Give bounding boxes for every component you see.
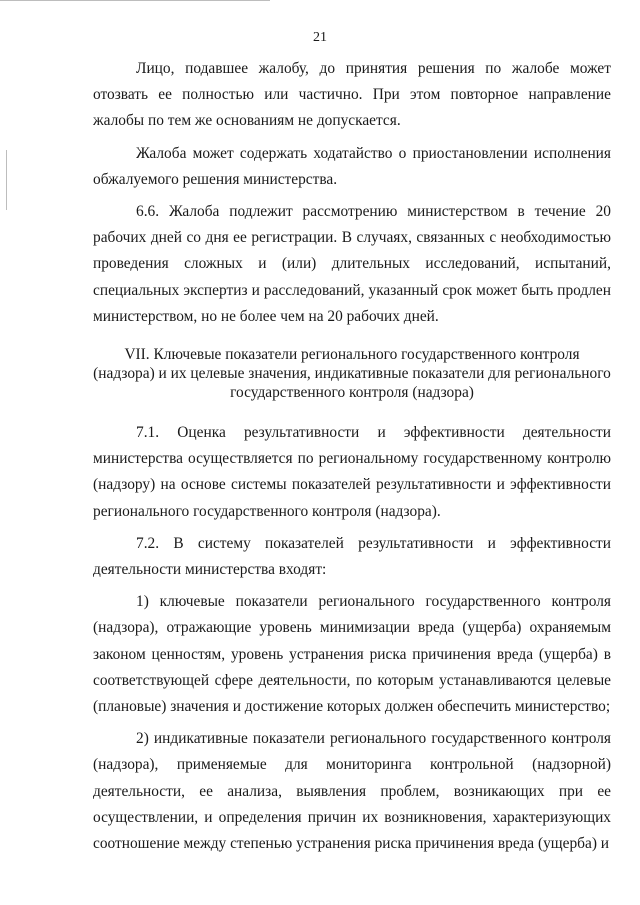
paragraph-6-6: 6.6. Жалоба подлежит рассмотрению министерством в течение 20 рабочих дней со дня ее регистрации. В случаях, связанных с необходимостью проведения сложных и (или) длительных исследований, испытаний, специальных экспертиз и расследований, указанный срок может быть продлен министерством, но не более чем на 20 рабочих дней. [93, 203, 611, 325]
paragraph-suspension: Жалоба может содержать ходатайство о приостановлении исполнения обжалуемого решения министерства. [93, 144, 611, 188]
section-heading: VII. Ключевые показатели регионального государственного контроля (надзора) и их целевые значения, индикативные показатели для регионального государственного контроля (надзора) [93, 346, 611, 402]
paragraph-withdrawal: Лицо, подавшее жалобу, до принятия решения по жалобе может отозвать ее полностью или частично. При этом повторное направление жалобы по тем же основаниям не допускается. [93, 60, 611, 130]
scan-edge-line [0, 0, 270, 1]
scan-edge-mark [6, 150, 7, 210]
body-text [93, 56, 611, 857]
paragraph-7-2: 7.2. В систему показателей результативности и эффективности деятельности министерства входят: [93, 534, 611, 579]
list-item-2: 2) индикативные показатели регионального государственного контроля (надзора), применяемые для мониторинга контрольной (надзорной) деятельности, ее анализа, выявления проблем, возникающих при ее осуществлении, и определения причин их возникновения, характеризующих соотношение между степенью устранения риска причинения вреда (ущерба) и [93, 730, 611, 853]
paragraph-7-1: 7.1. Оценка результативности и эффективности деятельности министерства осуществляется по региональному государственному контролю (надзору) на основе системы показателей результативности и эффективности регионального государственного контроля (надзора). [93, 424, 611, 520]
list-item-1: 1) ключевые показатели регионального государственного контроля (надзора), отражающие уровень минимизации вреда (ущерба) охраняемым законом ценностям, уровень устранения риска причинения вреда (ущерба) в соответствующей сфере деятельности, по которым устанавливаются целевые (плановые) значения и достижение которых должен обеспечить министерство; [93, 593, 611, 716]
page-number: 21 [313, 30, 327, 45]
